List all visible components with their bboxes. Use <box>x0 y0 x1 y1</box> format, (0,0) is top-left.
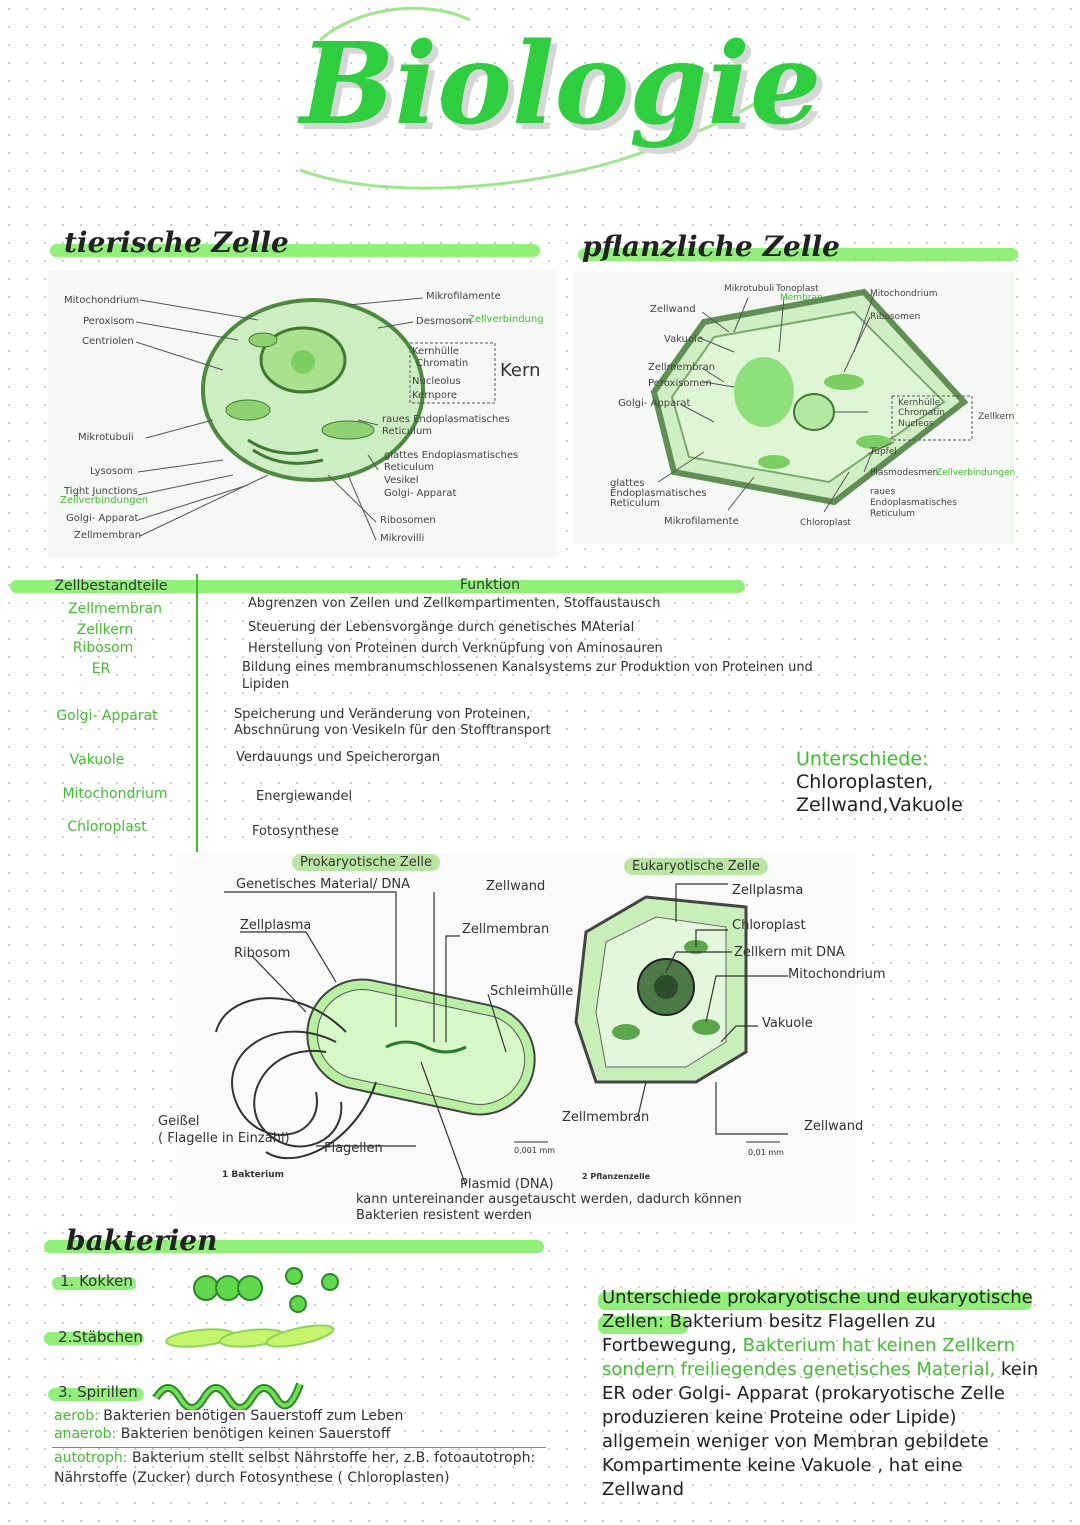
row-fn-er: Bildung eines membranumschlossenen Kanalsystems zur Produktion von Proteinen und <box>242 660 813 675</box>
pro-label-flagelle: ( Flagelle in Einzahl) <box>158 1131 290 1146</box>
autotroph-text-2: Nährstoffe (Zucker) durch Fotosynthese ( Chloroplasten) <box>54 1470 450 1486</box>
plant-label-chloroplast: Chloroplast <box>800 518 851 528</box>
row-fn-mitochondrium: Energiewandel <box>256 789 353 804</box>
eu-label-vakuole: Vakuole <box>762 1016 813 1031</box>
anaerob-term: anaerob: <box>54 1426 117 1442</box>
autotroph-text: Bakterium stellt selbst Nährstoffe her, z.B. fotoautotroph: <box>131 1450 536 1466</box>
plant-label-chromatin: Chromatin <box>898 408 946 418</box>
anaerob-line <box>54 1426 390 1442</box>
row-fn-golgi: Speicherung und Veränderung von Proteinen, <box>234 707 531 722</box>
summary-line-3a: Fortbewegung, <box>602 1335 743 1356</box>
label-ribosomen: Ribosomen <box>380 515 436 526</box>
page-title: Biologie <box>300 19 822 150</box>
plant-label-vakuole: Vakuole <box>664 334 704 345</box>
pro-label-geissel: Geißel <box>158 1114 200 1129</box>
row-fn-golgi-2: Abschnürung von Vesikeln für den Stofftransport <box>234 723 551 738</box>
row-fn-zellmembran: Abgrenzen von Zellen und Zellkompartimenten, Stoffaustausch <box>248 596 661 611</box>
bacteria-type-spirillen: 3. Spirillen <box>58 1383 138 1401</box>
row-name-golgi: Golgi- Apparat <box>56 708 158 724</box>
label-glattes-er: glattes Endoplasmatisches <box>384 450 519 461</box>
pro-label-schleimhuelle: Schleimhülle <box>490 984 574 999</box>
row-fn-er-2: Lipiden <box>242 677 290 692</box>
row-fn-zellkern: Steuerung der Lebensvorgänge durch genetisches MAterial <box>248 620 635 635</box>
aerob-term: aerob: <box>54 1408 99 1424</box>
summary-line-4a: sondern freiliegendes genetisches Material, <box>602 1359 996 1380</box>
autotroph-term: autotroph: <box>54 1450 128 1466</box>
eu-label-zellkern: Zellkern mit DNA <box>734 945 845 960</box>
autotroph-line <box>54 1450 535 1466</box>
plant-label-glattes-3: Reticulum <box>610 498 661 509</box>
label-tight-junctions: Tight Junctions <box>64 486 138 497</box>
pro-label-dna: Genetisches Material/ DNA <box>236 877 411 892</box>
anaerob-text: Bakterien benötigen keinen Sauerstoff <box>120 1426 391 1442</box>
row-fn-chloroplast: Fotosynthese <box>252 824 339 839</box>
plant-label-mikrofilamente: Mikrofilamente <box>664 516 739 527</box>
label-lysosom: Lysosom <box>90 466 133 477</box>
plant-label-membran: Membran <box>780 293 823 303</box>
summary-line-6: produzieren keine Proteine oder Lipide) <box>602 1407 957 1428</box>
plant-label-zellwand: Zellwand <box>650 304 696 315</box>
plasmid-note-1: kann untereinander ausgetauscht werden, dadurch können <box>356 1192 742 1207</box>
label-golgi: Golgi- Apparat <box>66 513 139 524</box>
label-mikrofilamente: Mikrofilamente <box>426 291 501 302</box>
staebchen-icon <box>160 1322 340 1352</box>
plant-label-zellmembran: Zellmembran <box>648 362 716 373</box>
eu-cell-title: Eukaryotische Zelle <box>624 858 768 875</box>
animal-cell-heading: tierische Zelle <box>64 226 289 259</box>
eu-label-chloroplast: Chloroplast <box>732 918 806 933</box>
plant-label-nucleos: Nucleos <box>898 419 934 429</box>
label-vesikel: Vesikel <box>384 475 419 486</box>
pro-caption: 1 Bakterium <box>222 1170 285 1180</box>
summary-line-4b: kein <box>995 1359 1039 1380</box>
table-col1-header: Zellbestandteile <box>54 578 168 594</box>
summary-line-7: allgemein weniger von Membran gebildete <box>602 1431 989 1452</box>
label-nucleolus: Nucleolus <box>412 376 461 387</box>
label-kernpore: Kernpore <box>412 390 457 401</box>
label-mitochondrium: Mitochondrium <box>64 295 140 306</box>
row-name-chloroplast: Chloroplast <box>67 819 147 835</box>
aerob-line <box>54 1408 403 1424</box>
differences-title: Unterschiede: <box>796 748 929 770</box>
plant-label-glattes-2: Endoplasmatisches <box>610 488 707 499</box>
plant-label-ribosomen: Ribosomen <box>870 312 921 322</box>
label-golgi-right: Golgi- Apparat <box>384 488 457 499</box>
table-col2-header: Funktion <box>460 577 520 593</box>
summary-line-8: Kompartimente keine Vakuole , hat eine <box>602 1455 963 1476</box>
plant-label-tonoplast: Tonoplast <box>776 284 819 294</box>
pro-scale: 0,001 mm <box>514 1146 556 1155</box>
plant-cell-heading: pflanzliche Zelle <box>582 230 840 263</box>
differences-line1: Chloroplasten, <box>796 771 934 793</box>
row-name-ribosom: Ribosom <box>72 640 134 656</box>
row-name-vakuole: Vakuole <box>69 752 125 768</box>
plant-label-golgi: Golgi- Apparat <box>618 398 691 409</box>
summary-line-9: Zellwand <box>602 1479 684 1500</box>
summary-line-1: Unterschiede prokaryotische und eukaryotische <box>602 1287 1033 1308</box>
plant-label-raues-2: Endoplasmatisches <box>870 498 957 508</box>
plant-label-zellverbindungen: Zellverbindungen <box>936 468 1016 478</box>
pro-label-flagellen: Flagellen <box>324 1141 383 1156</box>
row-fn-vakuole: Verdauungs und Speicherorgan <box>236 750 441 765</box>
kokken-icon <box>190 1264 350 1316</box>
label-zellverbindungen: Zellverbindungen <box>60 495 149 506</box>
eu-scale: 0,01 mm <box>748 1148 784 1157</box>
summary-line-5: ER oder Golgi- Apparat (prokaryotische Zelle <box>602 1383 1005 1404</box>
label-zellverbindung: Zellverbindung <box>468 314 544 325</box>
plant-label-glattes: glattes <box>610 478 645 489</box>
pro-label-zellmembran: Zellmembran <box>462 922 550 937</box>
label-mikrotubuli: Mikrotubuli <box>78 432 134 443</box>
comparison-diagram <box>158 852 886 1224</box>
pro-label-ribosom: Ribosom <box>234 946 291 961</box>
row-name-mitochondrium: Mitochondrium <box>62 786 168 802</box>
pro-label-zellwand: Zellwand <box>486 879 546 894</box>
plant-label-raues-3: Reticulum <box>870 509 916 519</box>
plant-label-plasmodesmen: Plasmodesmen <box>870 468 939 478</box>
label-kernhuelle: Kernhülle <box>412 346 459 357</box>
plant-label-mitochondrium: Mitochondrium <box>870 289 938 299</box>
label-peroxisom: Peroxisom <box>83 316 135 327</box>
plant-label-kernhuelle: Kernhülle <box>898 398 941 408</box>
plant-label-tuepfel: Tüpfel <box>870 447 897 457</box>
eu-label-mitochondrium: Mitochondrium <box>788 967 886 982</box>
row-name-er: ER <box>91 661 111 677</box>
label-glattes-er-2: Reticulum <box>384 462 435 473</box>
pro-label-plasmid: Plasmid (DNA) <box>460 1177 554 1192</box>
summary-line-3b: Bakterium hat keinen Zellkern <box>742 1335 1016 1356</box>
plant-label-mikrotubuli: Mikrotubuli <box>724 284 775 294</box>
pro-cell-title: Prokaryotische Zelle <box>292 854 440 871</box>
plant-label-raues: raues <box>870 487 896 497</box>
bacteria-type-kokken: 1. Kokken <box>60 1272 133 1290</box>
label-desmosom: Desmosom <box>416 316 472 327</box>
row-name-zellmembran: Zellmembran <box>68 601 162 617</box>
bacteria-type-staebchen: 2.Stäbchen <box>58 1328 143 1346</box>
row-name-zellkern: Zellkern <box>76 622 134 638</box>
bacteria-heading: bakterien <box>66 1224 218 1257</box>
plasmid-note-2: Bakterien resistent werden <box>356 1208 532 1223</box>
plant-label-peroxisomen: Peroxisomen <box>648 378 712 389</box>
label-raues-er: raues Endoplasmatisches <box>382 414 510 425</box>
eu-label-zellmembran: Zellmembran <box>562 1110 650 1125</box>
summary-line-2: Zellen: Bakterium besitz Flagellen zu <box>602 1311 936 1332</box>
aerob-text: Bakterien benötigen Sauerstoff zum Leben <box>103 1408 404 1424</box>
plant-label-zellkern: Zellkern <box>978 412 1015 422</box>
summary-line-3 <box>602 1334 1042 1358</box>
summary-text <box>602 1286 1042 1502</box>
label-raues-er-2: Reticulum <box>382 426 433 437</box>
differences-line2: Zellwand,Vakuole <box>796 794 963 816</box>
label-centriolen: Centriolen <box>82 336 134 347</box>
row-fn-ribosom: Herstellung von Proteinen durch Verknüpfung von Aminosauren <box>248 641 663 656</box>
label-zellmembran: Zellmembran <box>74 530 142 541</box>
eu-label-zellplasma: Zellplasma <box>732 883 804 898</box>
label-kern: Kern <box>500 360 541 381</box>
spirillen-icon <box>150 1370 310 1410</box>
pro-label-zellplasma: Zellplasma <box>240 918 312 933</box>
plant-cell-diagram <box>574 272 1014 544</box>
summary-line-4 <box>602 1358 1042 1382</box>
label-mikrovilli: Mikrovilli <box>380 533 425 544</box>
eu-caption: 2 Pflanzenzelle <box>582 1172 651 1181</box>
label-chromatin: Chromatin <box>416 358 469 369</box>
animal-cell-diagram <box>48 270 556 558</box>
eu-label-zellwand: Zellwand <box>804 1119 864 1134</box>
